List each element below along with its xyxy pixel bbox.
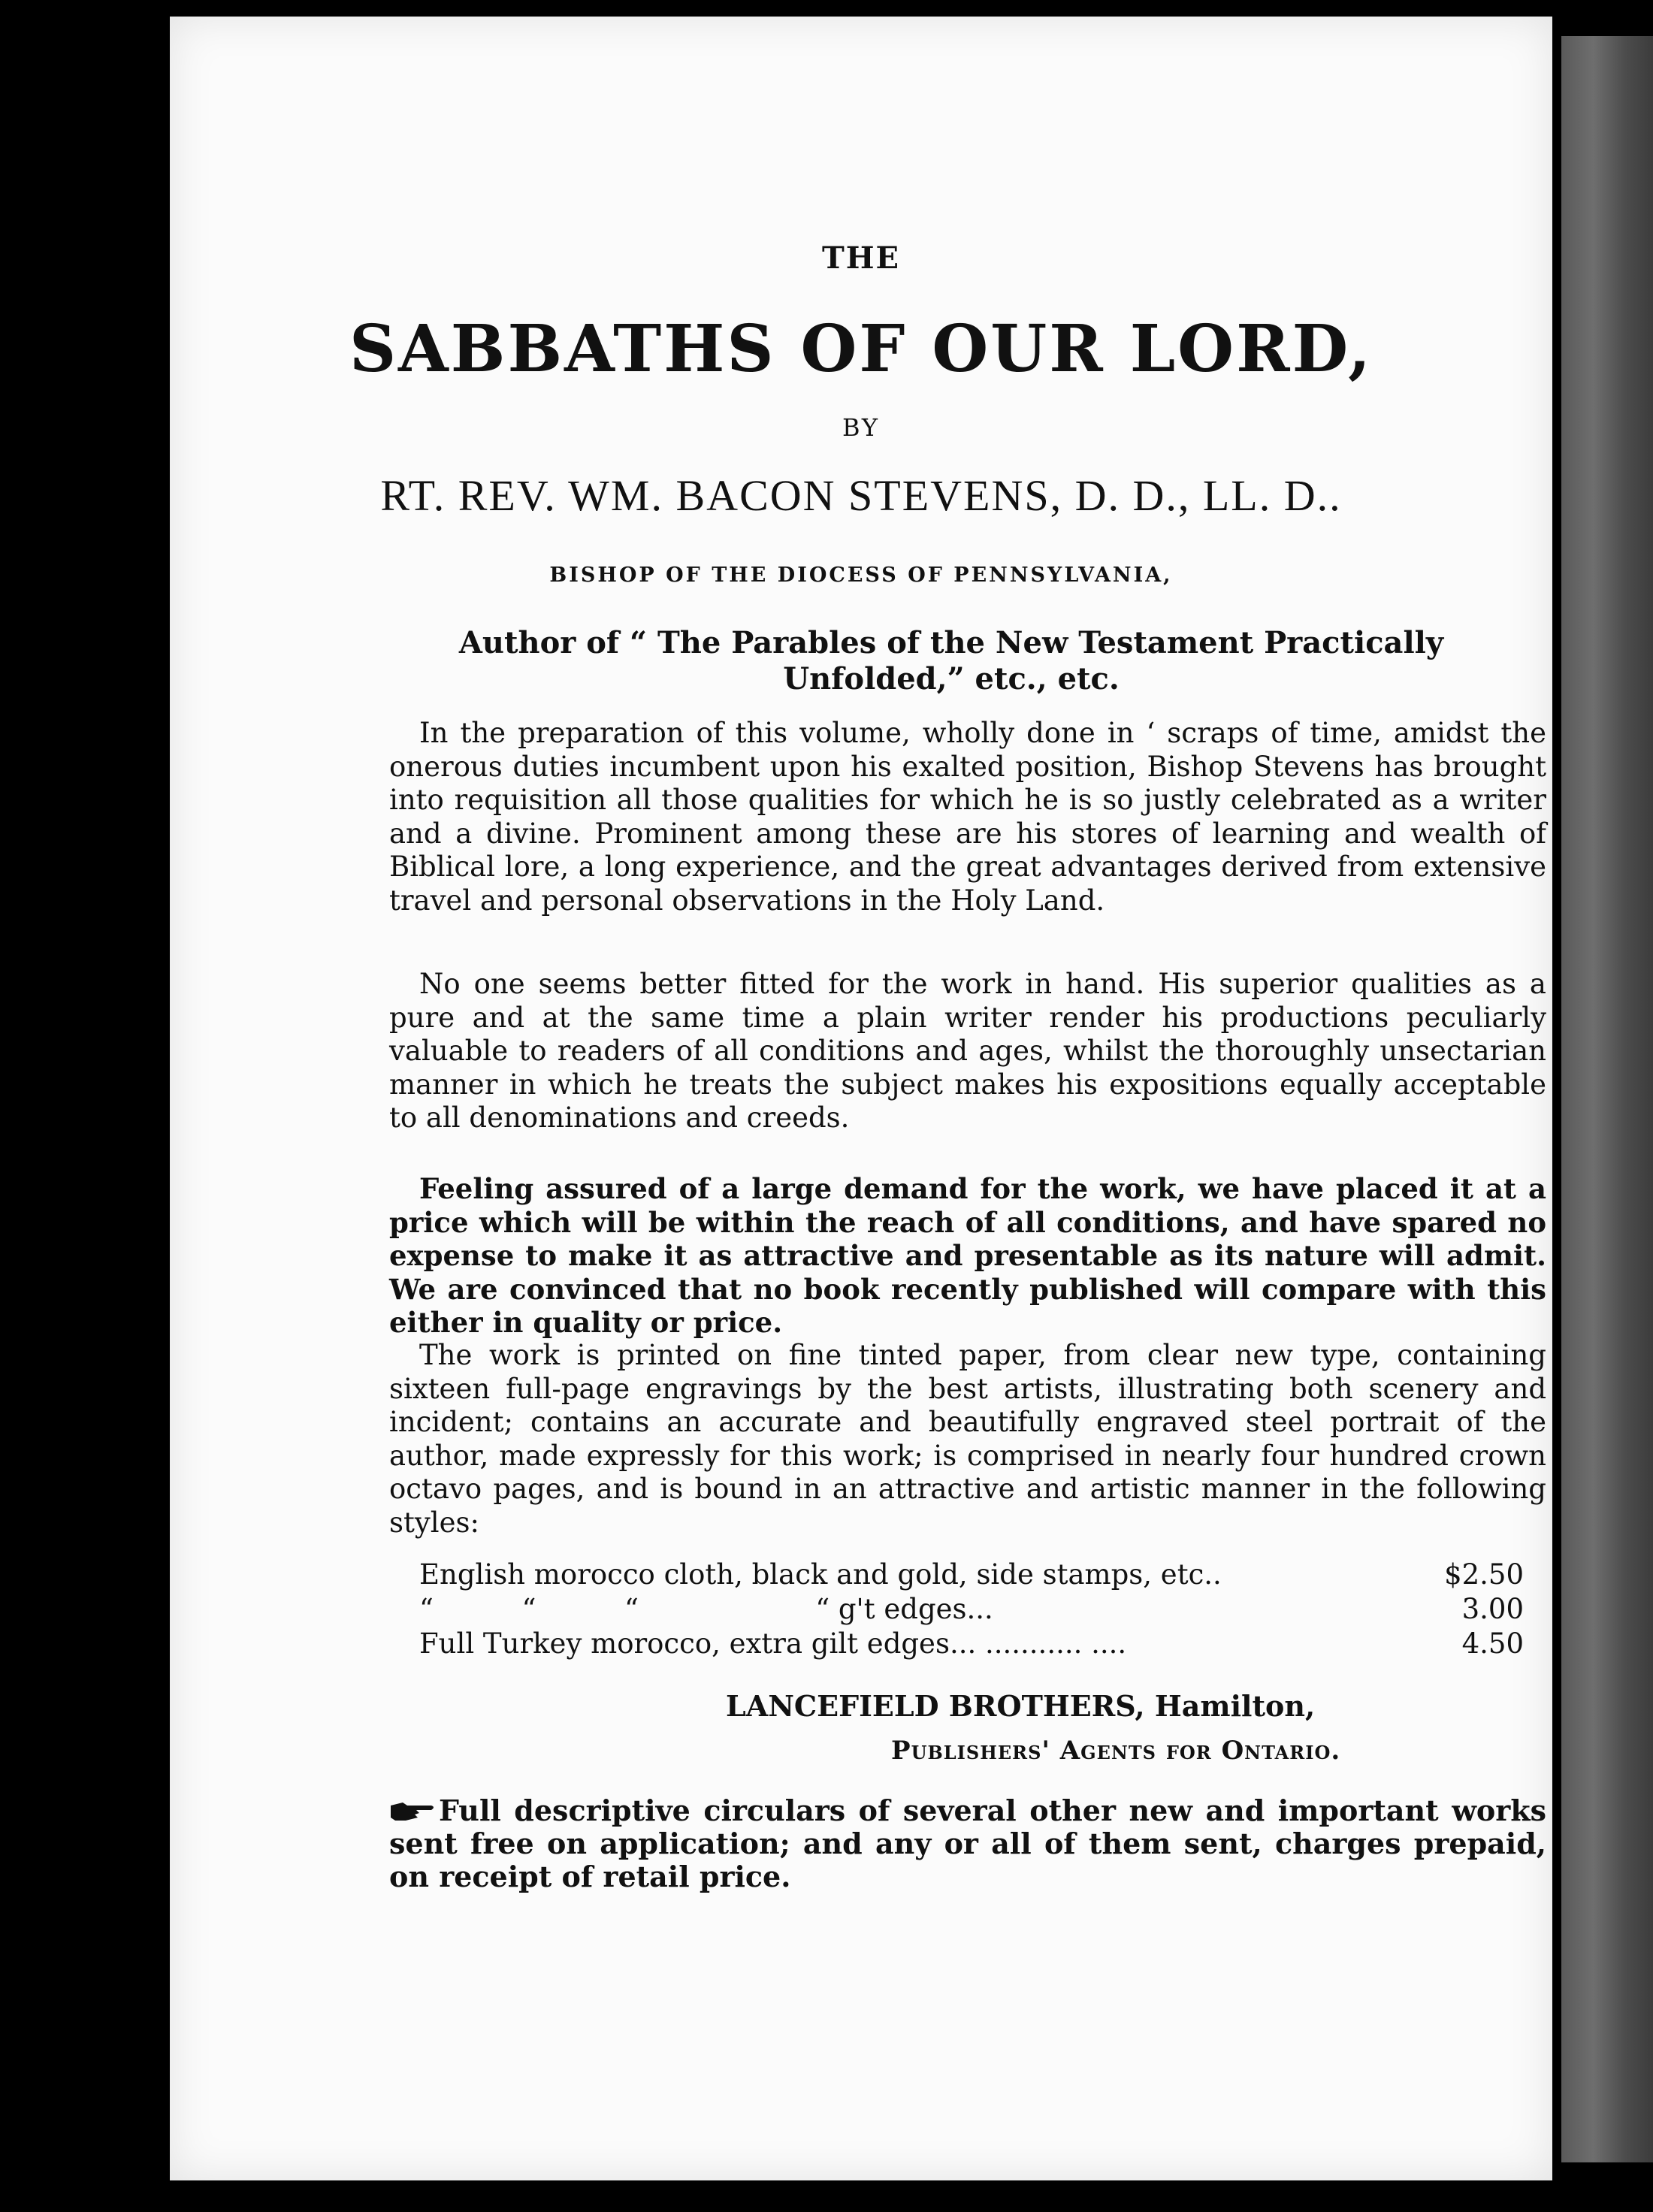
title-by: BY <box>842 413 881 442</box>
book-edge <box>1561 36 1653 2162</box>
document-page <box>170 17 1552 2180</box>
paragraph: No one seems better fitted for the work in hand. His superior qualities as a pure and at the same time a plain writer render his productions peculiarly valuable to readers of all conditions and ages, whilst the thoroughly unsectarian manner in which he treats the subject makes his expositions equally acceptable to all denominations and creeds. <box>389 968 1546 1134</box>
price-description: Full Turkey morocco, extra gilt edges... ........... .... <box>419 1627 1127 1660</box>
page-content <box>170 17 1552 2180</box>
price-amount: 4.50 <box>1461 1627 1524 1660</box>
price-description: “ “ “ “ g't edges... <box>419 1593 993 1625</box>
price-description: English morocco cloth, black and gold, side stamps, etc.. <box>419 1558 1222 1591</box>
footnote <box>389 1794 1546 1893</box>
title-article: THE <box>821 240 901 276</box>
paragraph: In the preparation of this volume, wholly done in ‘ scraps of time, amidst the onerous duties incumbent upon his exalted position, Bishop Stevens has brought into requisition all those qualities for which he is so justly celebrated as a writer and a divine. Prominent among these are his stores of learning and wealth of Biblical lore, a long experience, and the great advantages derived from extensive travel and personal observations in the Holy Land. <box>389 717 1546 917</box>
author-name: RT. REV. WM. BACON STEVENS, D. D., LL. D.. <box>380 471 1342 520</box>
publisher-role: Publishers' Agents for Ontario. <box>891 1736 1341 1766</box>
pointing-hand-icon <box>389 1798 437 1824</box>
author-office: BISHOP OF THE DIOCESS OF PENNSYLVANIA, <box>549 564 1173 587</box>
paragraph: The work is printed on fine tinted paper, from clear new type, containing sixteen full-page engravings by the best artists, illustrating both scenery and incident; contains an accurate and beautifully engraved steel portrait of the author, made expressly for this work; is comprised in nearly four hundred crown octavo pages, and is bound in an attractive and artistic manner in the following styles: <box>389 1339 1546 1539</box>
paragraph: Feeling assured of a large demand for the work, we have placed it at a price which will be within the reach of all conditions, and have spared no expense to make it as attractive and presentable as its nature will admit. We are convinced that no book recently published will compare with this either in quality or price. <box>389 1172 1546 1339</box>
price-amount: 3.00 <box>1461 1593 1524 1625</box>
author-credit: Author of “ The Parables of the New Testament Practically Unfolded,” etc., etc. <box>458 625 1444 697</box>
price-amount: $2.50 <box>1444 1558 1524 1591</box>
publisher-name: LANCEFIELD BROTHERS, Hamilton, <box>726 1689 1316 1723</box>
book-title: SABBATHS OF OUR LORD, <box>349 311 1373 387</box>
footnote-text: Full descriptive circulars of several other new and important works sent free on application; and any or all of them sent, charges prepaid, on receipt of retail price. <box>389 1793 1546 1893</box>
